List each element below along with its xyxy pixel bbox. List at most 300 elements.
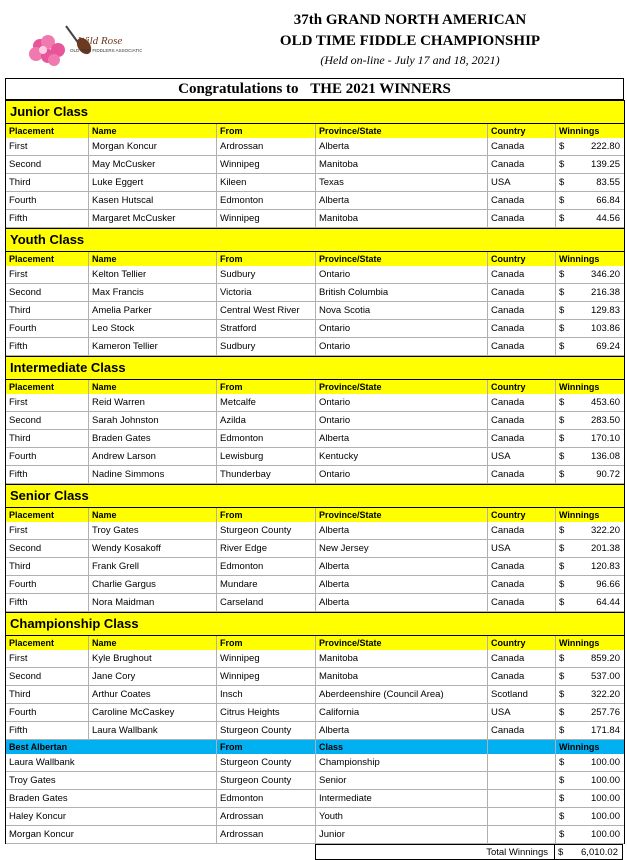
placement-cell: First [6,266,89,284]
table-row [5,558,625,576]
currency-symbol: $ [559,811,565,822]
currency-symbol: $ [559,433,565,444]
table-row [5,594,625,612]
table-row [5,754,625,772]
province-cell: Ontario [316,466,488,484]
currency-symbol: $ [559,579,565,590]
placement-cell: Second [6,668,89,686]
province-cell: Ontario [316,266,488,284]
province-cell: Ontario [316,394,488,412]
congrats-left: Congratulations to [178,81,299,97]
winnings-cell [556,650,624,668]
province-cell: Ontario [316,320,488,338]
province-cell: Alberta [316,192,488,210]
from-cell: Edmonton [217,430,316,448]
province-cell: Alberta [316,430,488,448]
table-row [5,338,625,356]
name-cell: Kasen Hutscal [89,192,217,210]
name-cell: Nora Maidman [89,594,217,612]
winnings-cell [556,686,624,704]
winnings-cell [556,808,624,826]
col-header-winnings: Winnings [559,742,600,752]
winnings-amount: 322.20 [590,525,620,536]
winnings-cell [556,576,624,594]
province-cell: Kentucky [316,448,488,466]
col-header-province: Province/State [316,124,488,138]
placement-cell: Third [6,430,89,448]
class-section [5,484,625,612]
winnings-amount: 64.44 [596,597,620,608]
winners-table [5,100,625,860]
from-cell: Winnipeg [217,650,316,668]
winnings-cell [556,448,624,466]
winnings-cell [556,790,624,808]
table-row [5,772,625,790]
table-row [5,138,625,156]
class-section [5,228,625,356]
currency-symbol: $ [559,725,565,736]
country-cell: Canada [488,138,556,156]
table-row [5,394,625,412]
winnings-amount: 69.24 [596,341,620,352]
province-cell: Alberta [316,522,488,540]
country-cell: Canada [488,266,556,284]
currency-symbol: $ [559,793,565,804]
placement-cell: First [6,394,89,412]
col-header-placement: Placement [6,508,89,522]
table-row [5,320,625,338]
currency-symbol: $ [559,775,565,786]
col-header-province: Province/State [316,508,488,522]
country-cell: Canada [488,430,556,448]
winnings-cell [556,210,624,228]
currency-symbol: $ [559,757,565,768]
column-header-row [5,380,625,394]
col-header-from: From [217,636,316,650]
name-cell: Morgan Koncur [89,138,217,156]
winnings-amount: 216.38 [590,287,620,298]
winnings-cell [556,394,624,412]
currency-symbol: $ [559,543,565,554]
winnings-amount: 83.55 [596,177,620,188]
country-cell: Canada [488,466,556,484]
from-cell: Edmonton [217,790,316,808]
winnings-amount: 120.83 [590,561,620,572]
table-row [5,266,625,284]
winnings-cell [556,668,624,686]
country-cell: Canada [488,722,556,740]
from-cell: Ardrossan [217,826,316,844]
winnings-cell [556,338,624,356]
province-cell: Alberta [316,722,488,740]
currency-symbol: $ [559,707,565,718]
col-header-class: Class [316,740,488,754]
col-header-province: Province/State [316,636,488,650]
currency-symbol: $ [559,469,565,480]
winnings-cell [556,704,624,722]
country-cell: Canada [488,668,556,686]
table-row [5,576,625,594]
name-cell: Kyle Brughout [89,650,217,668]
name-cell: Haley Koncur [6,808,217,826]
winnings-amount: 100.00 [590,829,620,840]
currency-symbol: $ [559,451,565,462]
class-cell: Intermediate [316,790,488,808]
name-cell: May McCusker [89,156,217,174]
currency-symbol: $ [559,305,565,316]
logo-subtext: OLD TIME FIDDLERS ASSOCIATION [70,48,142,53]
placement-cell: Fourth [6,576,89,594]
winnings-amount: 537.00 [590,671,620,682]
from-cell: River Edge [217,540,316,558]
winnings-amount: 136.08 [590,451,620,462]
placement-cell: Fifth [6,466,89,484]
winnings-amount: 96.66 [596,579,620,590]
col-header-winnings: Winnings [559,638,600,648]
currency-symbol: $ [559,159,565,170]
province-cell: Ontario [316,412,488,430]
col-header-country: Country [488,380,556,394]
country-cell: USA [488,448,556,466]
from-cell: Sturgeon County [217,722,316,740]
placement-cell: Fifth [6,722,89,740]
class-section [5,100,625,228]
province-cell: Alberta [316,558,488,576]
column-header-row [5,508,625,522]
col-header-country: Country [488,636,556,650]
winnings-cell [556,522,624,540]
class-cell: Youth [316,808,488,826]
currency-symbol: $ [559,287,565,298]
currency-symbol: $ [559,671,565,682]
col-header-province: Province/State [316,252,488,266]
winnings-cell [556,540,624,558]
table-row [5,790,625,808]
province-cell: California [316,704,488,722]
col-header-placement: Placement [6,124,89,138]
col-header-winnings: Winnings [559,382,600,392]
country-cell: Canada [488,576,556,594]
winnings-amount: 100.00 [590,793,620,804]
placement-cell: Fourth [6,704,89,722]
country-cell: Canada [488,412,556,430]
winnings-cell [556,722,624,740]
col-header-country: Country [488,252,556,266]
best-albertan-title: Best Albertan [6,740,217,754]
country-cell: Canada [488,192,556,210]
from-cell: Carseland [217,594,316,612]
name-cell: Caroline McCaskey [89,704,217,722]
class-section [5,356,625,484]
from-cell: Metcalfe [217,394,316,412]
table-row [5,284,625,302]
blank-header-cell [488,740,556,754]
winnings-amount: 139.25 [590,159,620,170]
placement-cell: Fourth [6,192,89,210]
winnings-amount: 859.20 [590,653,620,664]
col-header-winnings: Winnings [559,126,600,136]
placement-cell: Second [6,540,89,558]
from-cell: Kileen [217,174,316,192]
country-cell: Canada [488,338,556,356]
winnings-amount: 44.56 [596,213,620,224]
table-row [5,302,625,320]
table-row [5,826,625,844]
from-cell: Sudbury [217,338,316,356]
col-header-placement: Placement [6,380,89,394]
class-title: Junior Class [5,100,625,124]
winnings-cell [556,284,624,302]
col-header-name: Name [89,508,217,522]
name-cell: Andrew Larson [89,448,217,466]
from-cell: Winnipeg [217,156,316,174]
country-cell: Canada [488,284,556,302]
class-cell: Championship [316,754,488,772]
province-cell: Alberta [316,594,488,612]
province-cell: Alberta [316,138,488,156]
from-cell: Sturgeon County [217,522,316,540]
winnings-amount: 222.80 [590,141,620,152]
table-row [5,704,625,722]
col-header-country: Country [488,508,556,522]
province-cell: Manitoba [316,210,488,228]
winnings-amount: 453.60 [590,397,620,408]
from-cell: Citrus Heights [217,704,316,722]
winnings-amount: 170.10 [590,433,620,444]
from-cell: Sudbury [217,266,316,284]
winnings-cell [556,466,624,484]
winnings-cell [556,174,624,192]
country-cell: Canada [488,156,556,174]
winnings-cell [556,266,624,284]
country-cell: Canada [488,210,556,228]
congratulations-banner [5,78,624,100]
province-cell: Ontario [316,338,488,356]
blank-cell [488,754,556,772]
blank-cell [488,772,556,790]
country-cell: Scotland [488,686,556,704]
table-row [5,668,625,686]
placement-cell: Third [6,302,89,320]
name-cell: Troy Gates [89,522,217,540]
best-albertan-section [5,740,625,844]
table-row [5,650,625,668]
table-row [5,210,625,228]
name-cell: Braden Gates [89,430,217,448]
from-cell: Azilda [217,412,316,430]
name-cell: Kelton Tellier [89,266,217,284]
country-cell: USA [488,540,556,558]
col-header-from: From [217,252,316,266]
name-cell: Wendy Kosakoff [89,540,217,558]
winnings-amount: 100.00 [590,811,620,822]
winnings-cell [556,772,624,790]
table-row [5,448,625,466]
country-cell: Canada [488,650,556,668]
winnings-cell [556,156,624,174]
winnings-cell [556,320,624,338]
column-header-row [5,252,625,266]
country-cell: Canada [488,558,556,576]
col-header-winnings: Winnings [559,254,600,264]
placement-cell: Fifth [6,210,89,228]
name-cell: Sarah Johnston [89,412,217,430]
currency-symbol: $ [559,525,565,536]
winnings-cell [556,558,624,576]
name-cell: Nadine Simmons [89,466,217,484]
table-row [5,522,625,540]
winnings-cell [556,430,624,448]
currency-symbol: $ [559,141,565,152]
currency-symbol: $ [559,397,565,408]
currency-symbol: $ [559,195,565,206]
country-cell: Canada [488,394,556,412]
currency-symbol: $ [559,829,565,840]
winnings-amount: 100.00 [590,757,620,768]
placement-cell: Third [6,686,89,704]
currency-symbol: $ [559,415,565,426]
name-cell: Jane Cory [89,668,217,686]
currency-symbol: $ [559,269,565,280]
col-header-name: Name [89,124,217,138]
winnings-cell [556,826,624,844]
winnings-amount: 171.84 [590,725,620,736]
winnings-amount: 322.20 [590,689,620,700]
currency-symbol: $ [559,597,565,608]
col-header-from: From [217,740,316,754]
currency-symbol: $ [559,323,565,334]
winnings-cell [556,192,624,210]
placement-cell: Fourth [6,448,89,466]
from-cell: Sturgeon County [217,772,316,790]
name-cell: Laura Wallbank [6,754,217,772]
col-header-placement: Placement [6,252,89,266]
from-cell: Sturgeon County [217,754,316,772]
col-header-country: Country [488,124,556,138]
currency-symbol: $ [559,653,565,664]
table-row [5,686,625,704]
from-cell: Central West River [217,302,316,320]
table-row [5,156,625,174]
table-row [5,412,625,430]
col-header-name: Name [89,380,217,394]
title-line-2: OLD TIME FIDDLE CHAMPIONSHIP [279,33,541,49]
table-row [5,466,625,484]
from-cell: Edmonton [217,558,316,576]
best-albertan-header-row [5,740,625,754]
total-amount: 6,010.02 [581,847,618,858]
table-row [5,192,625,210]
winnings-cell [556,412,624,430]
page-header [0,0,627,76]
class-title: Intermediate Class [5,356,625,380]
from-cell: Insch [217,686,316,704]
from-cell: Thunderbay [217,466,316,484]
country-cell: USA [488,704,556,722]
col-header-from: From [217,124,316,138]
from-cell: Lewisburg [217,448,316,466]
name-cell: Kameron Tellier [89,338,217,356]
winnings-cell [556,594,624,612]
currency-symbol: $ [558,847,564,858]
province-cell: Manitoba [316,650,488,668]
winnings-cell [556,138,624,156]
table-row [5,430,625,448]
class-cell: Junior [316,826,488,844]
table-row [5,722,625,740]
from-cell: Stratford [217,320,316,338]
winnings-amount: 201.38 [590,543,620,554]
table-row [5,174,625,192]
currency-symbol: $ [559,213,565,224]
province-cell: New Jersey [316,540,488,558]
class-cell: Senior [316,772,488,790]
placement-cell: Fifth [6,338,89,356]
name-cell: Arthur Coates [89,686,217,704]
class-section [5,612,625,740]
province-cell: Nova Scotia [316,302,488,320]
name-cell: Reid Warren [89,394,217,412]
country-cell: Canada [488,320,556,338]
column-header-row [5,636,625,650]
winnings-amount: 66.84 [596,195,620,206]
total-value-cell [555,844,623,860]
placement-cell: Fourth [6,320,89,338]
winnings-amount: 283.50 [590,415,620,426]
event-subtitle: (Held on-line - July 17 and 18, 2021) [320,53,500,67]
province-cell: Manitoba [316,668,488,686]
col-header-name: Name [89,252,217,266]
placement-cell: Third [6,558,89,576]
placement-cell: First [6,522,89,540]
class-title: Senior Class [5,484,625,508]
blank-cell [488,826,556,844]
col-header-from: From [217,380,316,394]
from-cell: Edmonton [217,192,316,210]
currency-symbol: $ [559,689,565,700]
country-cell: Canada [488,522,556,540]
table-row [5,540,625,558]
from-cell: Winnipeg [217,210,316,228]
col-header-from: From [217,508,316,522]
from-cell: Mundare [217,576,316,594]
blank-cell [488,790,556,808]
name-cell: Charlie Gargus [89,576,217,594]
name-cell: Laura Wallbank [89,722,217,740]
col-header-winnings: Winnings [559,510,600,520]
name-cell: Morgan Koncur [6,826,217,844]
name-cell: Luke Eggert [89,174,217,192]
placement-cell: Third [6,174,89,192]
winnings-amount: 103.86 [590,323,620,334]
currency-symbol: $ [559,561,565,572]
currency-symbol: $ [559,341,565,352]
winnings-amount: 346.20 [590,269,620,280]
congrats-right: THE 2021 WINNERS [310,81,451,97]
col-header-name: Name [89,636,217,650]
from-cell: Ardrossan [217,138,316,156]
winnings-cell [556,754,624,772]
class-title: Youth Class [5,228,625,252]
logo-text: Wild Rose [78,35,123,47]
title-line-1: 37th GRAND NORTH AMERICAN [293,12,527,28]
winnings-cell [556,302,624,320]
winnings-amount: 257.76 [590,707,620,718]
column-header-row [5,124,625,138]
province-cell: Manitoba [316,156,488,174]
from-cell: Ardrossan [217,808,316,826]
placement-cell: Second [6,284,89,302]
